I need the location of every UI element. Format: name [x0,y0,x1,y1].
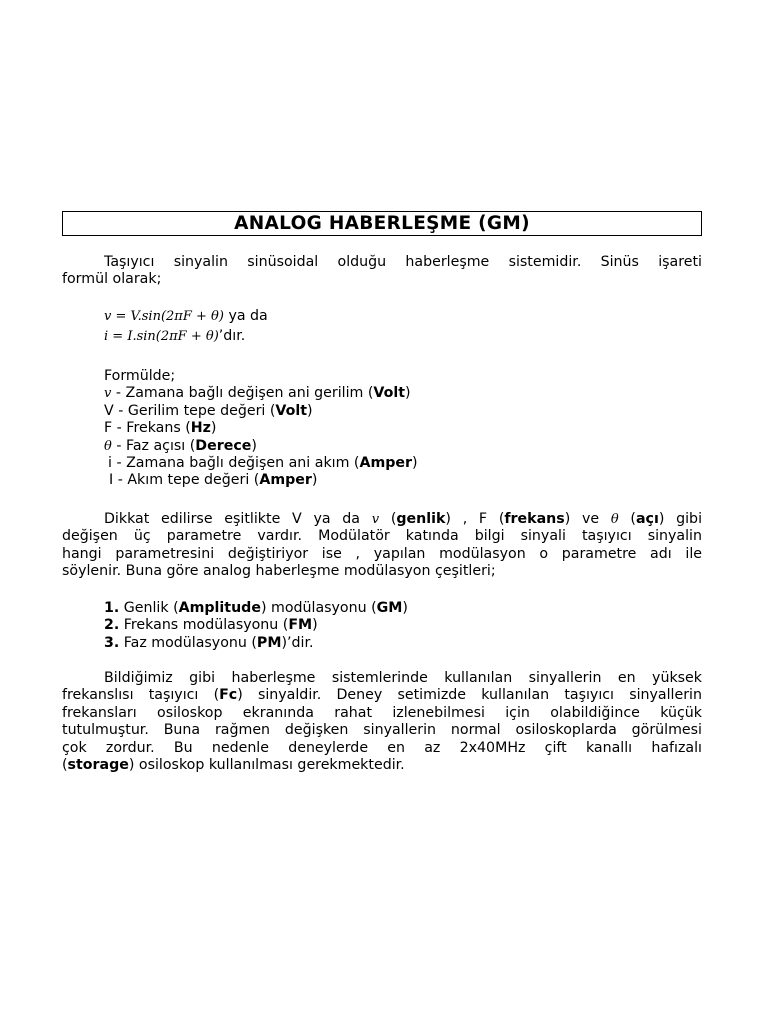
para3-text: Bildiğimiz gibi haberleşme sistemlerinde kullanılan sinyallerin en yüksek [104,670,702,686]
list-text: Faz modülasyonu ( [119,634,257,651]
para3-text: ) osiloskop kullanılması gerekmektedir. [128,756,405,773]
intro-text-1: Taşıyıcı sinyalin sinüsoidal olduğu haberleşme sistemidir. Sinüs işareti [104,254,702,270]
legend-item [104,472,418,489]
legend-unit: Hz [190,420,211,437]
para2-line-3: hangi parametresini değiştiriyor ise , yapılan modülasyon o parametre adı ile [62,545,702,562]
formula-current-lhs: i [104,329,109,345]
para2-theta-symbol: θ [610,512,619,527]
para2-text: ) ve [564,511,611,527]
para2-text: ) , F ( [445,511,505,527]
legend-symbol: θ [104,438,112,454]
para2-aci: açı [635,511,659,527]
list-abbr: GM [376,600,403,616]
para3-line-5: çok zordur. Bu nedenle deneylerde en az 2x40MHz çift kanallı hafızalı [62,739,702,756]
page-title: ANALOG HABERLEŞME (GM) [62,211,702,236]
intro-line-1 [62,254,702,271]
legend-text: - Zamana bağlı değişen ani akım ( [111,454,360,471]
legend-text: - Akım tepe değeri ( [113,472,260,489]
legend-text: - Gerilim tepe değeri ( [113,402,276,419]
formula-voltage [104,308,268,325]
para3-storage: storage [67,756,129,773]
para2-text: ) gibi [658,511,703,527]
list-text: )’dir. [281,634,314,651]
para2-text: ( [379,511,397,527]
legend-symbol: I [109,472,114,489]
list-item [104,617,408,634]
legend-unit: Amper [359,454,413,471]
oscilloscope-paragraph [62,670,702,774]
legend-unit: Volt [275,402,308,419]
formula-current [104,328,268,345]
para2-genlik: genlik [396,511,446,527]
formula-block [104,308,268,346]
legend-symbol: F [104,420,113,437]
legend-end: ) [412,454,418,471]
para2-frekans: frekans [504,511,565,527]
legend-item [104,385,418,402]
list-text: ) [312,617,318,634]
legend-end: ) [251,437,257,454]
list-number: 3. [104,634,120,651]
para3-text: ( [62,756,68,773]
list-bold: Amplitude [178,600,261,616]
list-text: Genlik ( [119,600,179,616]
legend-end: ) [307,402,313,419]
legend-text: - Faz açısı ( [111,437,196,454]
modulation-list [104,600,408,652]
legend-text: - Frekans ( [112,420,191,437]
list-number: 1. [104,600,120,616]
formula-voltage-tail: ya da [223,308,268,324]
list-item [104,600,408,617]
para2-line-2: değişen üç parametre vardır. Modülatör katında bilgi sinyali taşıyıcı sinyalin [62,528,702,545]
list-abbr: PM [256,634,282,651]
para3-text: frekanslısı taşıyıcı ( [62,687,220,704]
para3-text: ) sinyaldir. Deney setimizde kullanılan taşıyıcı sinyallerin [237,687,702,704]
legend-unit: Derece [195,437,252,454]
para3-line-2 [62,687,702,704]
legend-end: ) [210,420,217,437]
legend-end: ) [311,472,318,489]
intro-line-2: formül olarak; [62,271,162,288]
list-text: ) [402,600,408,616]
legend-item [104,438,418,455]
formula-voltage-lhs: v [104,309,112,324]
para2-line-4: söylenir. Buna göre analog haberleşme modülasyon çeşitleri; [62,563,496,580]
para3-line-6 [62,757,702,774]
para3-fc: Fc [219,687,238,704]
legend-heading: Formülde; [104,368,176,384]
list-number: 2. [104,617,120,634]
formula-current-expr: = I.sin(2πF + θ) [108,329,219,345]
para3-line-3: frekansları osiloskop ekranında rahat izlenebilmesi için olabildiğince küçük [62,704,702,721]
para2-line-1 [62,511,702,528]
intro-paragraph [62,254,702,289]
legend-text: - Zamana bağlı değişen ani gerilim ( [111,385,374,402]
formula-current-tail: ’dır. [218,328,246,345]
para2-text: Dikkat edilirse eşitlikte V ya da [104,511,372,527]
parameters-paragraph [62,511,702,581]
list-text: ) modülasyonu ( [260,600,377,616]
legend-item [104,455,418,472]
legend-unit: Amper [259,472,312,489]
formula-legend [104,368,418,490]
legend-end: ) [405,385,411,402]
legend-item [104,403,418,420]
para2-text: ( [618,511,636,527]
legend-symbol: i [108,454,112,471]
legend-symbol: V [104,402,114,419]
list-abbr: FM [288,617,313,634]
legend-unit: Volt [373,385,406,402]
para2-v-symbol: v [371,512,380,527]
para3-line-1 [62,670,702,687]
para3-line-4: tutulmuştur. Buna rağmen değişken sinyallerin normal osiloskoplarda görülmesi [62,722,702,739]
formula-voltage-expr: = V.sin(2πF + θ) [111,309,224,324]
legend-item [104,420,418,437]
legend-symbol: v [104,386,112,402]
list-text: Frekans modülasyonu ( [119,617,289,634]
list-item [104,635,408,652]
